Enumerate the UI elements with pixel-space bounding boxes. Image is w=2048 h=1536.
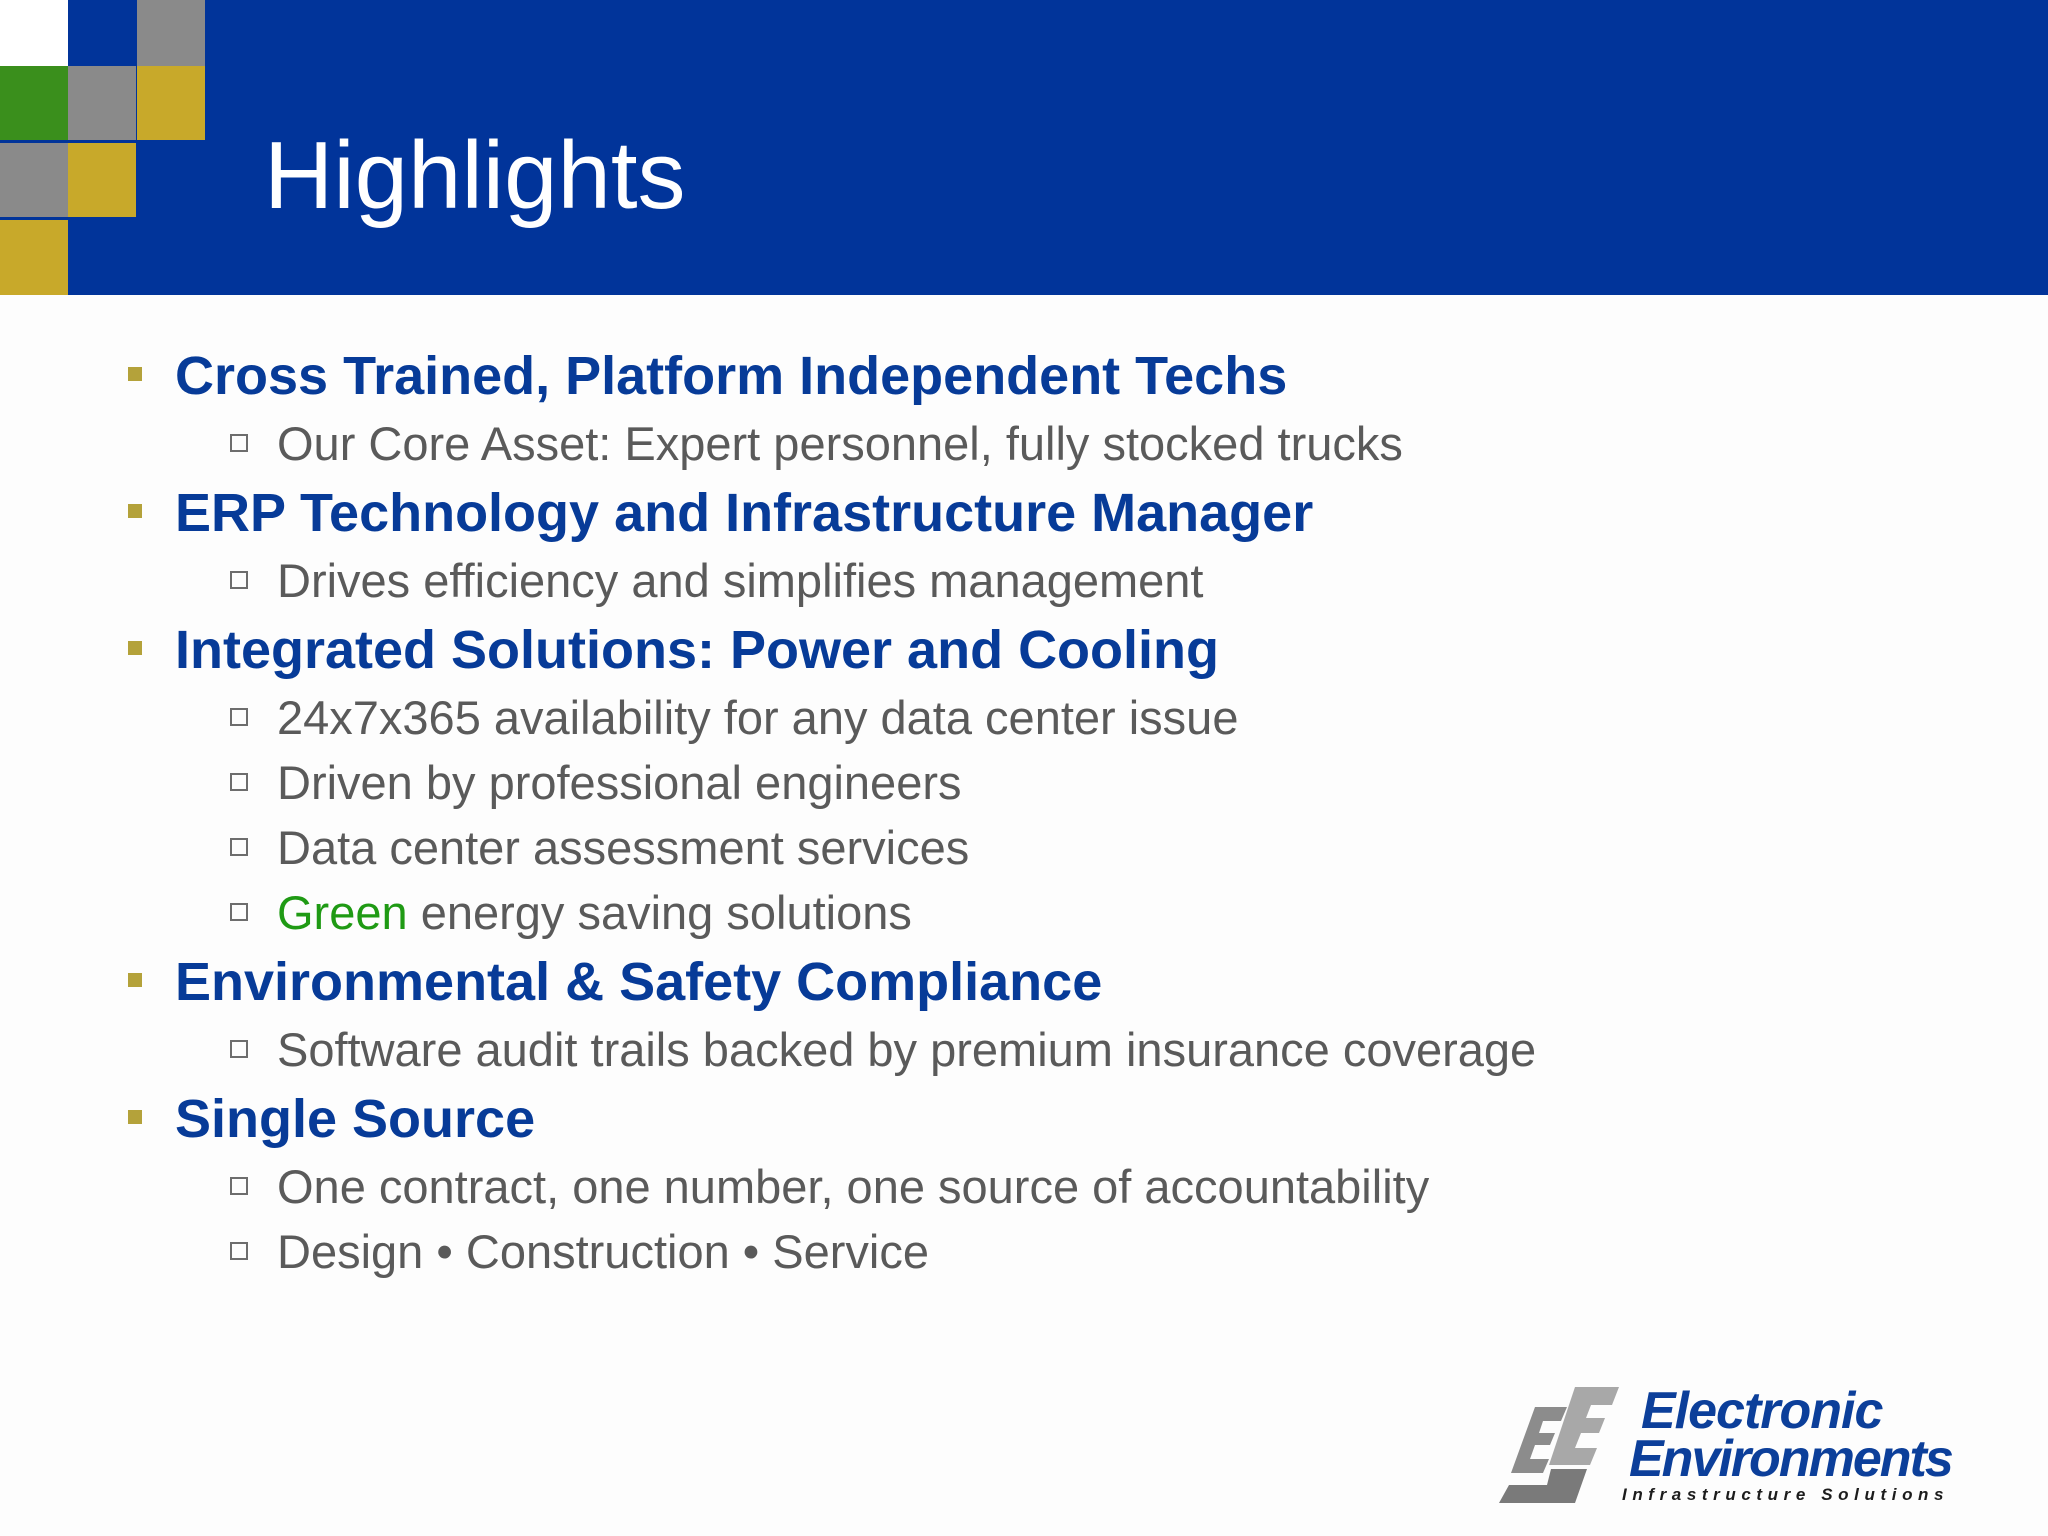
logo-tagline: Infrastructure Solutions [1622, 1485, 1950, 1504]
sub-item-text: One contract, one number, one source of accountability [277, 1160, 1430, 1213]
square-bullet-icon [128, 504, 142, 518]
company-logo [1495, 1382, 2010, 1510]
green-highlight-word: Green [277, 886, 408, 939]
list-item-heading: Environmental & Safety Compliance [175, 952, 1103, 1012]
list-item-heading: ERP Technology and Infrastructure Manager [175, 483, 1314, 543]
list-item-heading: Cross Trained, Platform Independent Techs [175, 346, 1288, 406]
hollow-square-bullet-icon [230, 1242, 248, 1260]
sub-item-text: 24x7x365 availability for any data center issue [277, 691, 1239, 744]
square-bullet-icon [128, 973, 142, 987]
hollow-square-bullet-icon [230, 838, 248, 856]
list-item-heading: Single Source [175, 1089, 536, 1149]
square-bullet-icon [128, 1110, 142, 1124]
hollow-square-bullet-icon [230, 1040, 248, 1058]
square-bullet-icon [128, 367, 142, 381]
logo-line-2: Environments [1629, 1430, 1952, 1488]
hollow-square-bullet-icon [230, 1177, 248, 1195]
sub-item-text: Data center assessment services [277, 821, 970, 874]
sub-item-text: Software audit trails backed by premium insurance coverage [277, 1023, 1537, 1076]
slide-title: Highlights [264, 122, 686, 229]
list-item-heading: Integrated Solutions: Power and Cooling [175, 620, 1220, 680]
sub-item-text: Design • Construction • Service [277, 1225, 930, 1278]
logo-line-1: Electronic [1641, 1382, 1883, 1440]
sub-item-text-rest: energy saving solutions [407, 886, 912, 939]
sub-item-text: Our Core Asset: Expert personnel, fully stocked trucks [277, 417, 1403, 470]
ee-logo-icon [1495, 1385, 1625, 1510]
hollow-square-bullet-icon [230, 571, 248, 589]
sub-item-text: Drives efficiency and simplifies management [277, 554, 1204, 607]
hollow-square-bullet-icon [230, 708, 248, 726]
hollow-square-bullet-icon [230, 903, 248, 921]
sub-item-text: Driven by professional engineers [277, 756, 962, 809]
square-bullet-icon [128, 641, 142, 655]
hollow-square-bullet-icon [230, 773, 248, 791]
sub-item-text [277, 886, 912, 939]
hollow-square-bullet-icon [230, 434, 248, 452]
